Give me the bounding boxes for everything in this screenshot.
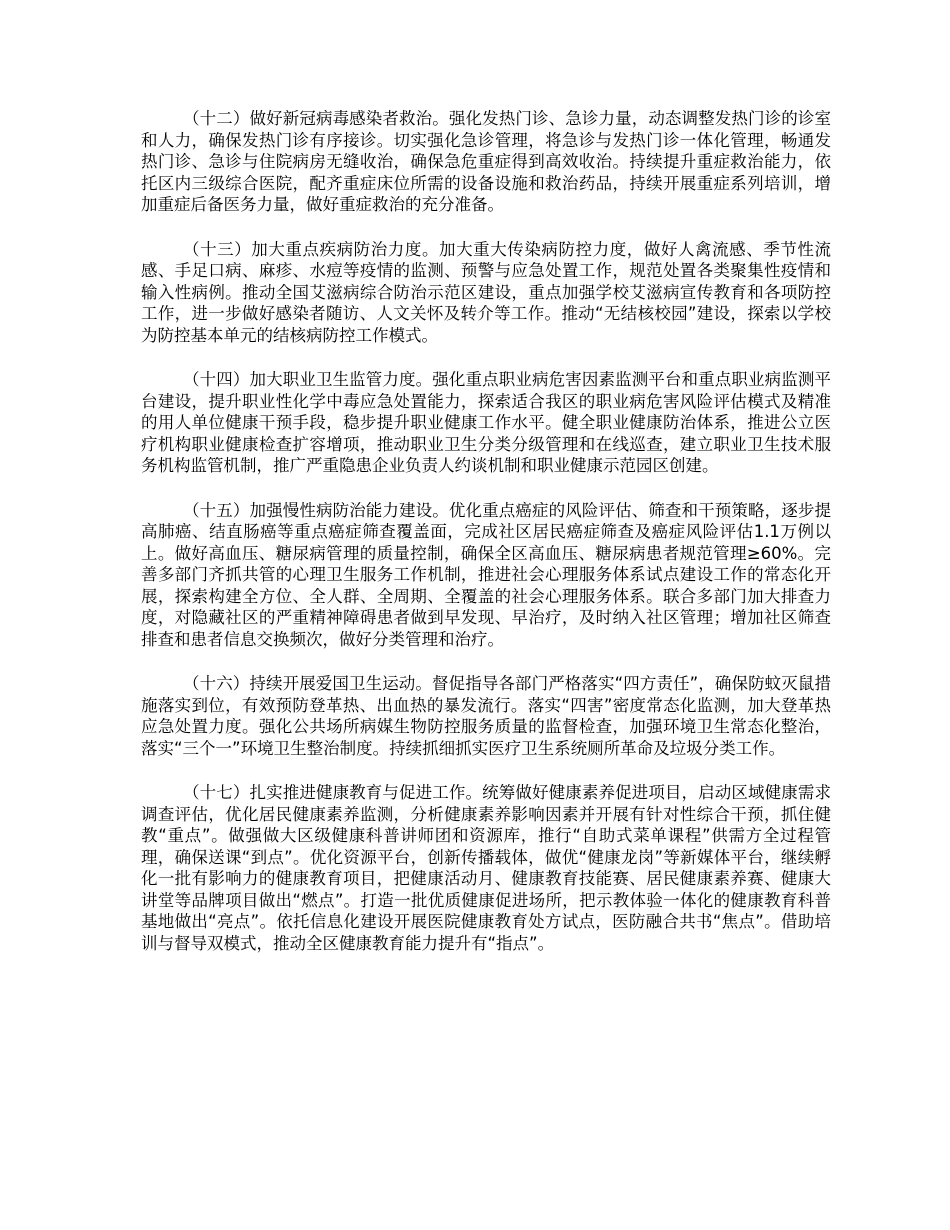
paragraph-15: （十五）加强慢性病防治能力建设。优化重点癌症的风险评估、筛查和干预策略，逐步提高肺癌、结直肠癌等重点癌症筛查覆盖面，完成社区居民癌症筛查及癌症风险评估1.1万例以上。做好高血压、糖尿病管理的质量控制，确保全区高血压、糖尿病患者规范管理≥60%。完善多部门齐抓共管的心理卫生服务工作机制，推进社会心理服务体系试点建设工作的常态化开展，探索构建全方位、全人群、全周期、全覆盖的社会心理服务体系。联合多部门加大排查力度，对隐藏社区的严重精神障碍患者做到早发现、早治疗，及时纳入社区管理；增加社区筛查排查和患者信息交换频次，做好分类管理和治疗。 — [141, 500, 831, 649]
paragraph-16: （十六）持续开展爱国卫生运动。督促指导各部门严格落实“四方责任”，确保防蚊灭鼠措施落实到位，有效预防登革热、出血热的暴发流行。落实“四害”密度常态化监测，加大登革热应急处置力度。强化公共场所病媒生物防控服务质量的监督检查，加强环境卫生常态化整治，落实“三个一”环境卫生整治制度。持续抓细抓实医疗卫生系统厕所革命及垃圾分类工作。 — [141, 674, 831, 758]
document-body — [141, 108, 831, 977]
paragraph-17: （十七）扎实推进健康教育与促进工作。统筹做好健康素养促进项目，启动区域健康需求调查评估，优化居民健康素养监测，分析健康素养影响因素并开展有针对性综合干预，抓住健教“重点”。做强做大区级健康科普讲师团和资源库，推行“自助式菜单课程”供需方全过程管理，确保送课“到点”。优化资源平台，创新传播载体，做优“健康龙岗”等新媒体平台，继续孵化一批有影响力的健康教育项目，把健康活动月、健康教育技能赛、居民健康素养赛、健康大讲堂等品牌项目做出“燃点”。打造一批优质健康促进场所，把示教体验一体化的健康教育科普基地做出“亮点”。依托信息化建设开展医院健康教育处方试点，医防融合共书“焦点”。借助培训与督导双模式，推动全区健康教育能力提升有“指点”。 — [141, 783, 831, 953]
paragraph-13: （十三）加大重点疾病防治力度。加大重大传染病防控力度，做好人禽流感、季节性流感、手足口病、麻疹、水痘等疫情的监测、预警与应急处置工作，规范处置各类聚集性疫情和输入性病例。推动全国艾滋病综合防治示范区建设，重点加强学校艾滋病宣传教育和各项防控工作，进一步做好感染者随访、人文关怀及转介等工作。推动“无结核校园”建设，探索以学校为防控基本单元的结核病防控工作模式。 — [141, 239, 831, 345]
paragraph-12: （十二）做好新冠病毒感染者救治。强化发热门诊、急诊力量，动态调整发热门诊的诊室和人力，确保发热门诊有序接诊。切实强化急诊管理，将急诊与发热门诊一体化管理，畅通发热门诊、急诊与住院病房无缝收治，确保急危重症得到高效收治。持续提升重症救治能力，依托区内三级综合医院，配齐重症床位所需的设备设施和救治药品，持续开展重症系列培训，增加重症后备医务力量，做好重症救治的充分准备。 — [141, 109, 831, 214]
paragraph-14: （十四）加大职业卫生监管力度。强化重点职业病危害因素监测平台和重点职业病监测平台建设，提升职业性化学中毒应急处置能力，探索适合我区的职业病危害风险评估模式及精准的用人单位健康干预手段，稳步提升职业健康工作水平。健全职业健康防治体系，推进公立医疗机构职业健康检查扩容增项，推动职业卫生分类分级管理和在线巡查，建立职业卫生技术服务机构监管机制，推广严重隐患企业负责人约谈机制和职业健康示范园区创建。 — [141, 370, 831, 475]
